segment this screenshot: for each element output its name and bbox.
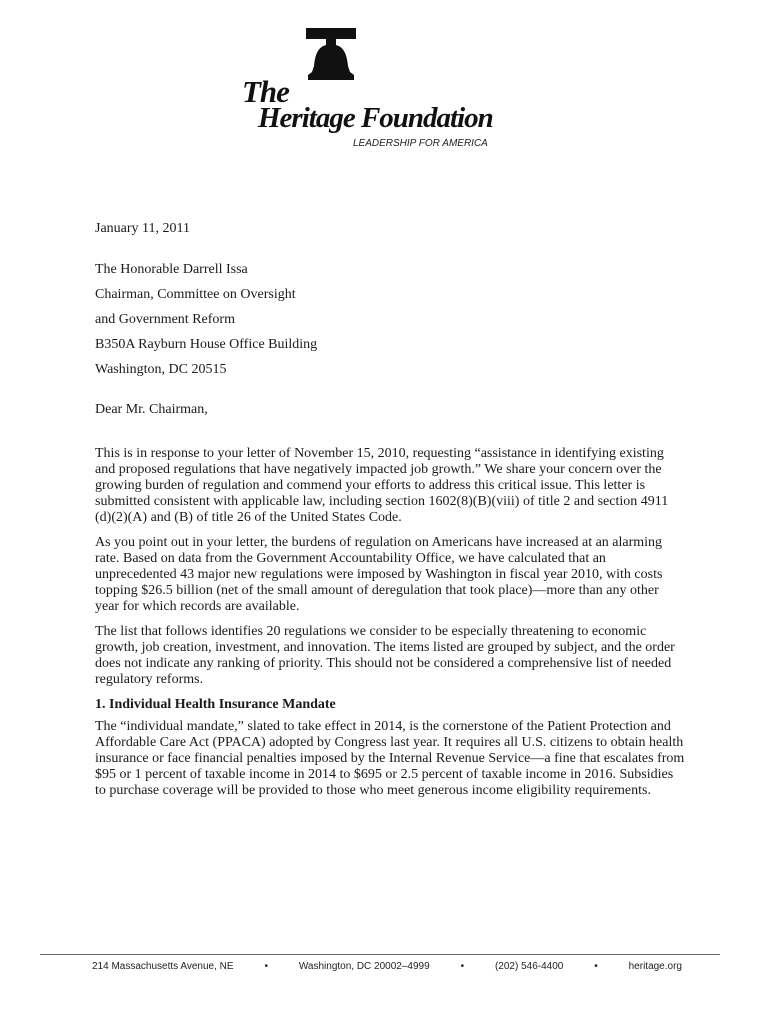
footer-website-link[interactable]: heritage.org bbox=[628, 961, 682, 972]
recipient-line: The Honorable Darrell Issa bbox=[95, 262, 248, 277]
footer-separator: • bbox=[594, 961, 598, 972]
body-paragraph: As you point out in your letter, the burdens of regulation on Americans have increased at an alarming rate. Based on data from the Government Accountability Office, we have calculated that an unprecedented 43 major new regulations were imposed by Washington in fiscal year 2010, with costs topping $26.5 billion (net of the small amount of deregulation that took place)—more than any other year for which records are available. bbox=[95, 535, 663, 614]
recipient-line: Washington, DC 20515 bbox=[95, 362, 227, 377]
recipient-address-block bbox=[95, 262, 685, 378]
section-paragraph: The “individual mandate,” slated to take effect in 2014, is the cornerstone of the Patient Protection and Affordable Care Act (PPACA) adopted by Congress last year. It requires all U.S. citizens to obtain health insurance or face financial penalties imposed by the Internal Revenue Service—a fine that escalates from $95 or 1 percent of taxable income in 2014 to $695 or 2.5 percent of taxable income in 2016. Subsidies to purchase coverage will be provided to those who meet generous income eligibility requirements. bbox=[95, 719, 685, 798]
footer-divider bbox=[40, 954, 720, 955]
footer bbox=[92, 961, 682, 973]
recipient-line: Chairman, Committee on Oversight bbox=[95, 287, 296, 302]
letter-body bbox=[95, 221, 685, 808]
logo-the-text: The bbox=[242, 74, 289, 109]
footer-separator: • bbox=[264, 961, 268, 972]
body-paragraph: The list that follows identifies 20 regulations we consider to be especially threatening to economic growth, job creation, investment, and innovation. The items listed are grouped by subject, and the order does not indicate any ranking of priority. This should not be considered a comprehensive list of needed regulatory reforms. bbox=[95, 624, 675, 687]
logo-foundation-name: Heritage Foundation bbox=[258, 102, 493, 134]
footer-phone: (202) 546-4400 bbox=[494, 961, 564, 972]
liberty-bell-icon bbox=[296, 26, 366, 86]
footer-address: 214 Massachusetts Avenue, NE bbox=[92, 961, 234, 972]
section-heading: 1. Individual Health Insurance Mandate bbox=[95, 697, 336, 712]
letter-date: January 11, 2011 bbox=[95, 221, 190, 236]
recipient-line: B350A Rayburn House Office Building bbox=[95, 337, 318, 352]
letterhead bbox=[236, 26, 536, 149]
body-paragraph: This is in response to your letter of November 15, 2010, requesting “assistance in identifying existing and proposed regulations that have negatively impacted job growth.” We share your concern over the growing burden of regulation and commend your efforts to address this critical issue. This letter is submitted consistent with applicable law, including section 1602(8)(B)(viii) of title 2 and section 4911 (d)(2)(A) and (B) of title 26 of the United States Code. bbox=[95, 446, 669, 525]
footer-separator: • bbox=[460, 961, 465, 972]
logo-tagline: LEADERSHIP FOR AMERICA bbox=[353, 138, 488, 149]
recipient-line: and Government Reform bbox=[95, 312, 235, 327]
footer-city: Washington, DC 20002–4999 bbox=[298, 961, 430, 972]
salutation: Dear Mr. Chairman, bbox=[95, 402, 208, 417]
